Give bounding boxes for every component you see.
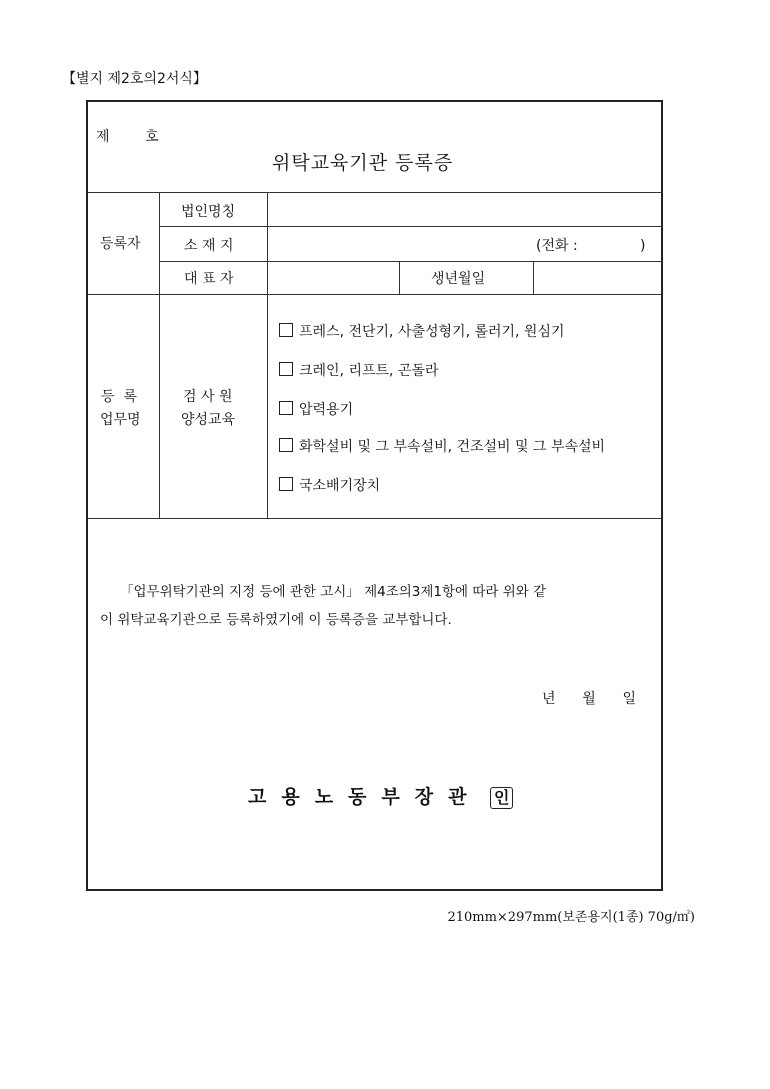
divider	[267, 192, 268, 518]
business-section-label: 등 록	[101, 389, 137, 405]
divider	[159, 226, 663, 227]
course-label: 검 사 원	[183, 389, 233, 405]
certificate-frame	[86, 100, 663, 891]
phone-label: (전화 : )	[536, 238, 646, 254]
divider	[399, 261, 400, 294]
divider	[88, 518, 663, 519]
divider	[533, 261, 534, 294]
divider	[88, 192, 663, 193]
checkbox[interactable]	[279, 438, 293, 452]
form-number-label: 【별지 제2호의2서식】	[62, 71, 207, 87]
business-option[interactable]: 화학설비 및 그 부속설비, 건조설비 및 그 부속설비	[279, 436, 605, 456]
issue-date: 년 월 일	[542, 691, 636, 707]
page-title: 위탁교육기관 등록증	[272, 152, 454, 174]
registrant-section-label: 등록자	[100, 236, 141, 252]
paper-spec: 210mm×297mm(보존용지(1종) 70g/㎡)	[447, 910, 695, 925]
checkbox[interactable]	[279, 401, 293, 415]
business-option[interactable]: 압력용기	[279, 399, 353, 419]
checkbox[interactable]	[279, 362, 293, 376]
body-text: 「업무위탁기관의 지정 등에 관한 고시」 제4조의3제1항에 따라 위와 같	[120, 584, 547, 600]
course-label: 양성교육	[181, 412, 236, 428]
business-option[interactable]: 국소배기장치	[279, 475, 380, 495]
location-label: 소 재 지	[184, 238, 234, 254]
business-option[interactable]: 프레스, 전단기, 사출성형기, 롤러기, 원심기	[279, 321, 565, 341]
divider	[159, 261, 663, 262]
certificate-number-label: 제 호	[96, 129, 159, 145]
birthdate-label: 생년월일	[431, 271, 486, 287]
body-text: 이 위탁교육기관으로 등록하였기에 이 등록증을 교부합니다.	[100, 612, 452, 628]
checkbox[interactable]	[279, 323, 293, 337]
business-section-label: 업무명	[100, 412, 141, 428]
corp-name-label: 법인명칭	[181, 204, 236, 220]
minister-title: 고용노동부장관	[248, 786, 482, 808]
seal-mark: 인	[490, 787, 513, 809]
divider	[88, 294, 663, 295]
minister-signature	[248, 782, 513, 809]
representative-label: 대 표 자	[184, 271, 234, 287]
checkbox[interactable]	[279, 477, 293, 491]
business-option[interactable]: 크레인, 리프트, 곤돌라	[279, 360, 439, 380]
divider	[159, 192, 160, 518]
